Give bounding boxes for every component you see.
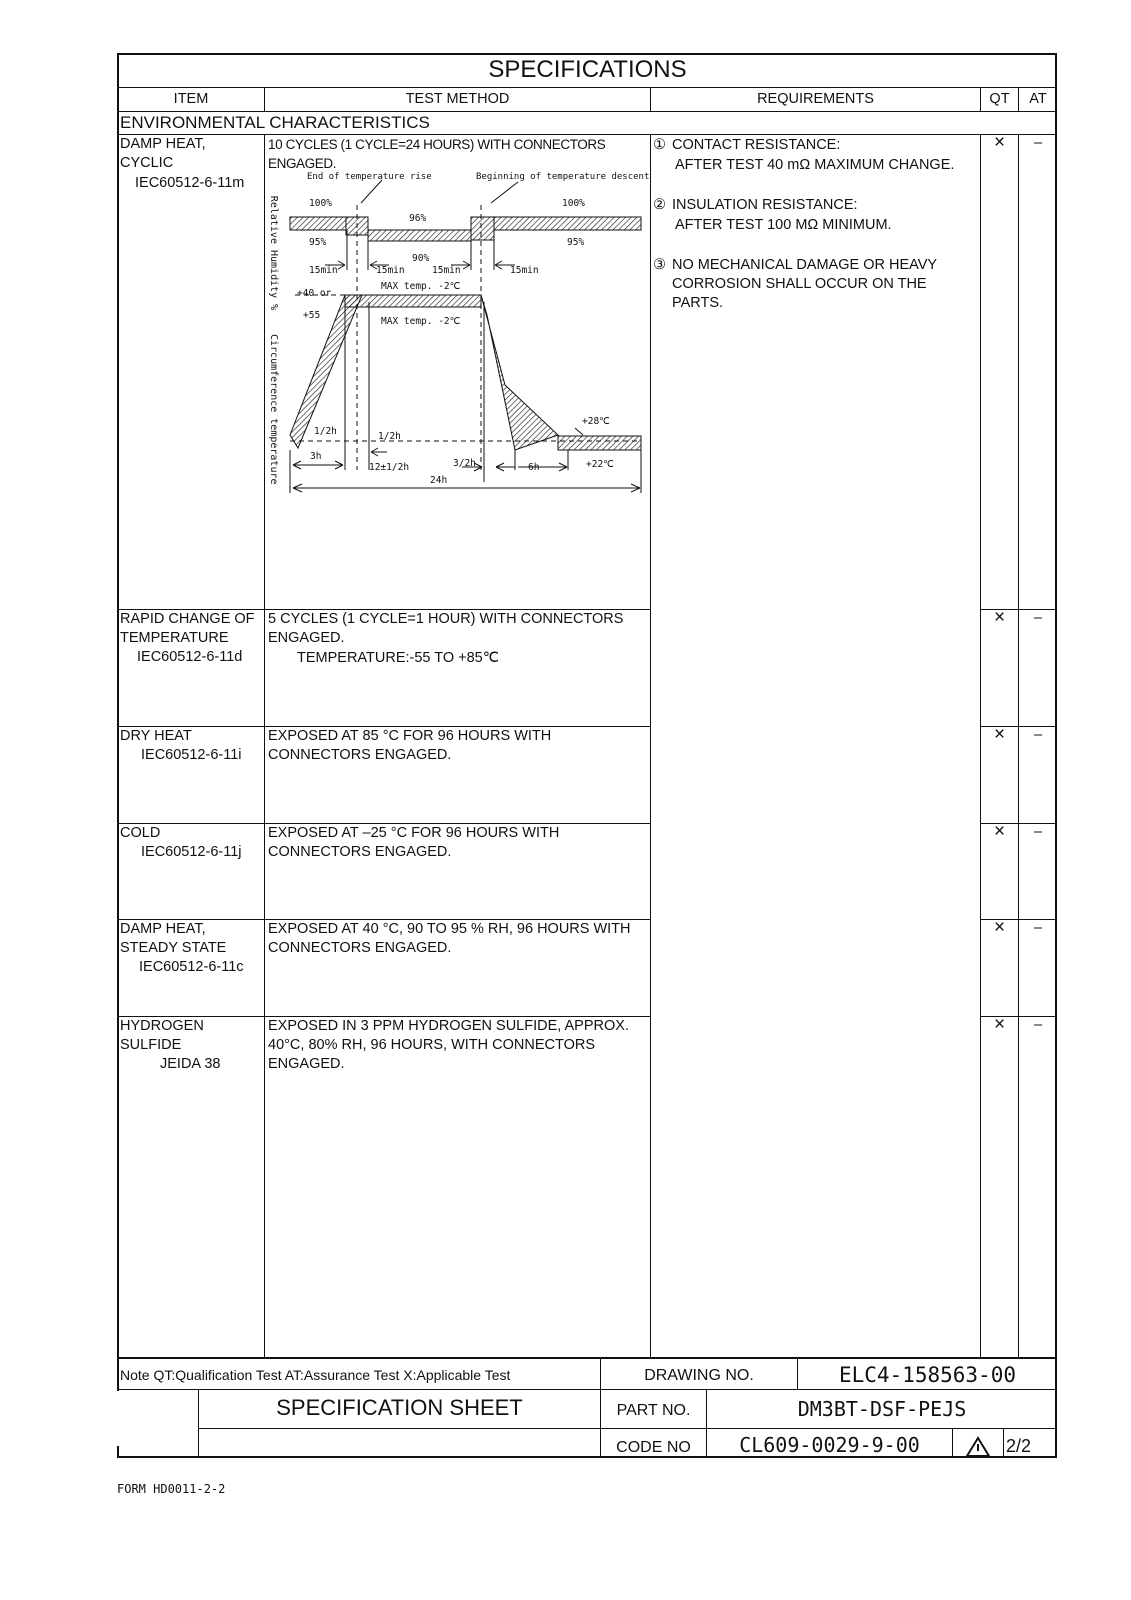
requirement-line: AFTER TEST 100 MΩ MINIMUM. bbox=[675, 217, 892, 233]
diagram-label-begin-descent: Beginning of temperature descent bbox=[476, 172, 650, 182]
item-standard: IEC60512-6-11i bbox=[141, 747, 242, 763]
method-line: CONNECTORS ENGAGED. bbox=[268, 747, 452, 763]
header-at: AT bbox=[1029, 91, 1047, 107]
requirement-line: CONTACT RESISTANCE: bbox=[672, 137, 841, 153]
diagram-t28: +28℃ bbox=[582, 416, 610, 427]
header-qt: QT bbox=[989, 91, 1010, 107]
form-number: FORM HD0011-2-2 bbox=[117, 1482, 226, 1496]
method-line: CONNECTORS ENGAGED. bbox=[268, 844, 452, 860]
header-item: ITEM bbox=[173, 91, 209, 107]
item-line: SULFIDE bbox=[120, 1037, 182, 1053]
at-mark: – bbox=[1033, 727, 1043, 743]
diagram-3h: 3h bbox=[310, 451, 322, 462]
diagram-rh-95-right: 95% bbox=[567, 237, 585, 248]
diagram-3-2h: 3/2h bbox=[453, 458, 476, 469]
qt-mark: × bbox=[993, 724, 1006, 745]
temp-band-end bbox=[558, 436, 641, 450]
requirement-number: ② bbox=[653, 197, 666, 213]
item-line: DAMP HEAT, bbox=[120, 921, 206, 937]
col-line-qt-b bbox=[1018, 134, 1019, 1358]
item-line: DRY HEAT bbox=[120, 728, 192, 744]
requirement-line: NO MECHANICAL DAMAGE OR HEAVY bbox=[672, 257, 938, 273]
diagram-rh-90: 90% bbox=[412, 253, 430, 264]
footer-vline-rev bbox=[952, 1429, 953, 1458]
diagram-t40-or: +40 or bbox=[297, 288, 332, 299]
part-no-label: PART NO. bbox=[616, 1402, 691, 1419]
header-requirements: REQUIREMENTS bbox=[757, 91, 874, 107]
method-line: 10 CYCLES (1 CYCLE=24 HOURS) WITH CONNECTORS bbox=[268, 137, 606, 152]
at-mark: – bbox=[1033, 1017, 1043, 1033]
at-mark: – bbox=[1033, 920, 1043, 936]
diagram-rh-95-left: 95% bbox=[309, 237, 327, 248]
diagram-rh-96: 96% bbox=[409, 213, 427, 224]
method-line: TEMPERATURE:-55 TO +85℃ bbox=[297, 650, 500, 666]
section-heading: ENVIRONMENTAL CHARACTERISTICS bbox=[120, 113, 430, 132]
qt-mark: × bbox=[993, 132, 1006, 153]
item-line: RAPID CHANGE OF bbox=[120, 611, 255, 627]
rule-above-footer bbox=[118, 1357, 1057, 1359]
diagram-axis-rh: Relative Humidity % bbox=[268, 195, 279, 311]
diagram-axis-temp: Circumference temperature bbox=[268, 334, 279, 485]
requirement-line: CORROSION SHALL OCCUR ON THE bbox=[672, 276, 927, 292]
requirement-line: PARTS. bbox=[672, 295, 724, 311]
method-line: EXPOSED AT –25 °C FOR 96 HOURS WITH bbox=[268, 825, 560, 841]
footer-line-1 bbox=[118, 1389, 1057, 1390]
footer-left-mask bbox=[115, 1391, 119, 1446]
diagram-rh-100-left: 100% bbox=[309, 198, 332, 209]
diagram-15min-b: 15min bbox=[376, 265, 405, 276]
at-mark: – bbox=[1033, 135, 1043, 151]
footer-line-2 bbox=[198, 1428, 1057, 1429]
diagram-6h: 6h bbox=[528, 462, 540, 473]
damp-heat-cycle-diagram bbox=[265, 170, 650, 500]
item-line: CYCLIC bbox=[120, 155, 174, 171]
sheet-title: SPECIFICATION SHEET bbox=[276, 1395, 523, 1420]
rule-under-title bbox=[118, 87, 1057, 88]
temp-band-fall bbox=[481, 295, 558, 450]
diagram-max-temp-upper: MAX temp. -2℃ bbox=[381, 281, 461, 292]
footer-vline-page bbox=[1003, 1429, 1004, 1458]
method-line: 5 CYCLES (1 CYCLE=1 HOUR) WITH CONNECTORS bbox=[268, 611, 624, 627]
diagram-t55: +55 bbox=[303, 310, 321, 321]
item-standard: IEC60512-6-11c bbox=[139, 959, 244, 975]
method-line: EXPOSED IN 3 PPM HYDROGEN SULFIDE, APPROX. bbox=[268, 1018, 629, 1034]
diagram-t22: +22℃ bbox=[586, 459, 614, 470]
item-line: DAMP HEAT, bbox=[120, 136, 206, 152]
diagram-rh-100-right: 100% bbox=[562, 198, 585, 209]
rh-band-middle bbox=[368, 230, 471, 241]
page-title: SPECIFICATIONS bbox=[488, 56, 687, 83]
rh-band-peak-right bbox=[471, 217, 494, 240]
method-line: ENGAGED. bbox=[268, 630, 345, 646]
rh-band-right bbox=[494, 217, 641, 230]
item-line: TEMPERATURE bbox=[120, 630, 229, 646]
drawing-no-value: ELC4-158563-00 bbox=[838, 1363, 1016, 1387]
diagram-half-h-b: 1/2h bbox=[378, 431, 401, 442]
qt-mark: × bbox=[993, 1014, 1006, 1035]
temp-band-plateau bbox=[345, 295, 481, 307]
method-line: EXPOSED AT 40 °C, 90 TO 95 % RH, 96 HOURS WITH bbox=[268, 921, 631, 937]
qt-mark: × bbox=[993, 821, 1006, 842]
diagram-max-temp-lower: MAX temp. -2℃ bbox=[381, 316, 461, 327]
col-line-method-b bbox=[650, 134, 651, 1358]
item-standard: JEIDA 38 bbox=[160, 1056, 221, 1072]
part-no-value: DM3BT-DSF-PEJS bbox=[797, 1397, 967, 1421]
item-standard: IEC60512-6-11d bbox=[137, 649, 243, 665]
rh-band-left bbox=[290, 217, 346, 230]
requirement-line: INSULATION RESISTANCE: bbox=[672, 197, 858, 213]
item-line: COLD bbox=[120, 825, 161, 841]
diagram-15min-a: 15min bbox=[309, 265, 338, 276]
method-line: 40°C, 80% RH, 96 HOURS, WITH CONNECTORS bbox=[268, 1037, 596, 1053]
revision-triangle-icon bbox=[965, 1436, 991, 1458]
item-line: HYDROGEN bbox=[120, 1018, 204, 1034]
requirement-line: AFTER TEST 40 mΩ MAXIMUM CHANGE. bbox=[675, 157, 955, 173]
diagram-12h: 12±1/2h bbox=[369, 462, 410, 473]
drawing-no-label: DRAWING NO. bbox=[644, 1367, 754, 1384]
footer-note: Note QT:Qualification Test AT:Assurance Test X:Applicable Test bbox=[120, 1367, 511, 1383]
header-test-method: TEST METHOD bbox=[405, 91, 510, 107]
at-mark: – bbox=[1033, 824, 1043, 840]
col-line-req-b bbox=[980, 134, 981, 1358]
code-no-value: CL609-0029-9-00 bbox=[739, 1433, 920, 1457]
item-line: STEADY STATE bbox=[120, 940, 227, 956]
item-standard: IEC60512-6-11j bbox=[141, 844, 242, 860]
method-line: ENGAGED. bbox=[268, 156, 337, 171]
diagram-15min-d: 15min bbox=[510, 265, 539, 276]
diagram-half-h-a: 1/2h bbox=[314, 426, 337, 437]
at-mark: – bbox=[1033, 610, 1043, 626]
diagram-label-end-rise: End of temperature rise bbox=[307, 172, 432, 182]
method-line: EXPOSED AT 85 °C FOR 96 HOURS WITH bbox=[268, 728, 552, 744]
qt-mark: × bbox=[993, 607, 1006, 628]
diagram-24h: 24h bbox=[430, 475, 448, 486]
method-line: ENGAGED. bbox=[268, 1056, 345, 1072]
code-no-label: CODE NO bbox=[616, 1439, 691, 1456]
method-line: CONNECTORS ENGAGED. bbox=[268, 940, 452, 956]
diagram-15min-c: 15min bbox=[432, 265, 461, 276]
requirement-number: ① bbox=[653, 137, 666, 153]
page-number: 2/2 bbox=[1006, 1436, 1032, 1456]
item-standard: IEC60512-6-11m bbox=[135, 175, 245, 191]
requirement-number: ③ bbox=[653, 257, 666, 273]
qt-mark: × bbox=[993, 917, 1006, 938]
